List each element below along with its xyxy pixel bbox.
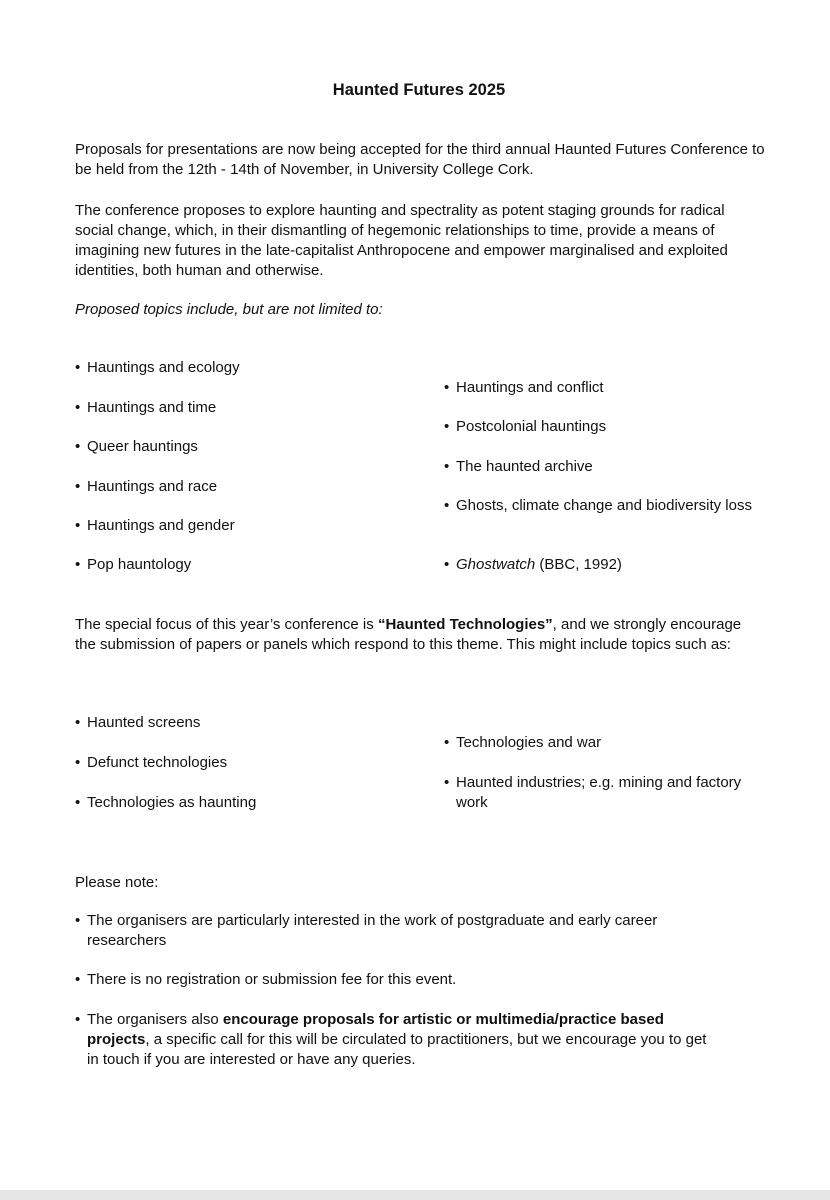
- bullet: •: [75, 714, 81, 731]
- bullet: •: [75, 556, 81, 573]
- note-item: [75, 911, 715, 951]
- list-item: [444, 733, 774, 753]
- list-item: [75, 398, 405, 418]
- bullet: •: [444, 458, 450, 475]
- list-item: [444, 496, 774, 516]
- topics-label: Proposed topics include, but are not limited to:: [75, 301, 383, 318]
- list-item: [444, 378, 774, 398]
- list-item: [444, 417, 774, 437]
- bullet: •: [444, 774, 450, 791]
- topic-text: Hauntings and ecology: [87, 359, 240, 376]
- note-text: The organisers are particularly interested in the work of postgraduate and early career researchers: [87, 912, 658, 949]
- bullet: •: [75, 399, 81, 416]
- note-text-pre: The organisers also: [87, 1011, 223, 1028]
- bullet: •: [75, 754, 81, 771]
- bullet: •: [444, 497, 450, 514]
- topic-text: Technologies and war: [456, 734, 602, 751]
- note-text-post: , a specific call for this will be circulated to practitioners, but we encourage you to get in touch if you are interested or have any queries.: [87, 1031, 707, 1068]
- bullet: •: [75, 438, 81, 455]
- note-item: [75, 1010, 715, 1070]
- list-item: [444, 773, 774, 813]
- topic-text: Hauntings and time: [87, 399, 217, 416]
- topic-text: Hauntings and gender: [87, 517, 235, 534]
- bullet: •: [75, 359, 81, 376]
- topic-text: Haunted industries; e.g. mining and factory work: [456, 774, 742, 811]
- conference-description: The conference proposes to explore haunting and spectrality as potent staging grounds for radical social change, which, in their dismantling of hegemonic relationships to time, provide a means of imagining new futures in the late-capitalist Anthropocene and empower marginalised and exploited identities, both human and otherwise.: [75, 202, 728, 279]
- bullet: •: [75, 794, 81, 811]
- list-item: [75, 753, 405, 773]
- note-emphasis: encourage proposals for artistic or multimedia/practice based projects: [87, 1011, 664, 1048]
- topic-text: Haunted screens: [87, 714, 201, 731]
- notes-label: Please note:: [75, 874, 159, 891]
- note-text: There is no registration or submission fee for this event.: [87, 971, 457, 988]
- ghostwatch-title: Ghostwatch: [456, 556, 536, 573]
- list-item: [444, 555, 774, 575]
- list-item: [75, 477, 405, 497]
- list-item: [75, 713, 405, 733]
- topic-text: Ghosts, climate change and biodiversity loss: [456, 497, 752, 514]
- focus-paragraph: [75, 615, 765, 655]
- topic-text: Queer hauntings: [87, 438, 198, 455]
- list-item: [75, 793, 405, 813]
- topic-text: [456, 555, 774, 575]
- topic-text: Pop hauntology: [87, 556, 192, 573]
- bullet: •: [75, 912, 81, 929]
- topic-text: The haunted archive: [456, 458, 593, 475]
- intro-paragraph: Proposals for presentations are now being accepted for the third annual Haunted Futures Conference to be held from the 12th - 14th of November, in University College Cork.: [75, 141, 765, 178]
- bottom-strip: [0, 1190, 830, 1200]
- list-item: [75, 437, 405, 457]
- note-item: [75, 970, 715, 990]
- bullet: •: [75, 517, 81, 534]
- bullet: •: [75, 1011, 81, 1028]
- topic-text: Hauntings and conflict: [456, 379, 604, 396]
- page-title: Haunted Futures 2025: [332, 81, 506, 99]
- bullet: •: [75, 971, 81, 988]
- note-text: [87, 1010, 715, 1070]
- list-item: [75, 358, 405, 378]
- topic-text: Technologies as haunting: [87, 794, 257, 811]
- topic-text: Hauntings and race: [87, 478, 218, 495]
- list-item: [75, 555, 405, 575]
- list-item: [444, 457, 774, 477]
- bullet: •: [444, 379, 450, 396]
- focus-text-post: , and we strongly encourage the submission of papers or panels which respond to this theme. This might include topics such as:: [75, 616, 742, 653]
- topic-text: Postcolonial hauntings: [456, 418, 607, 435]
- bullet: •: [75, 478, 81, 495]
- bullet: •: [444, 734, 450, 751]
- bullet: •: [444, 418, 450, 435]
- bullet: •: [444, 556, 450, 573]
- focus-text-pre: The special focus of this year’s conference is: [75, 616, 378, 633]
- list-item: [75, 516, 405, 536]
- topic-text: Defunct technologies: [87, 754, 228, 771]
- ghostwatch-detail: (BBC, 1992): [535, 556, 622, 573]
- focus-theme: “Haunted Technologies”: [377, 616, 553, 633]
